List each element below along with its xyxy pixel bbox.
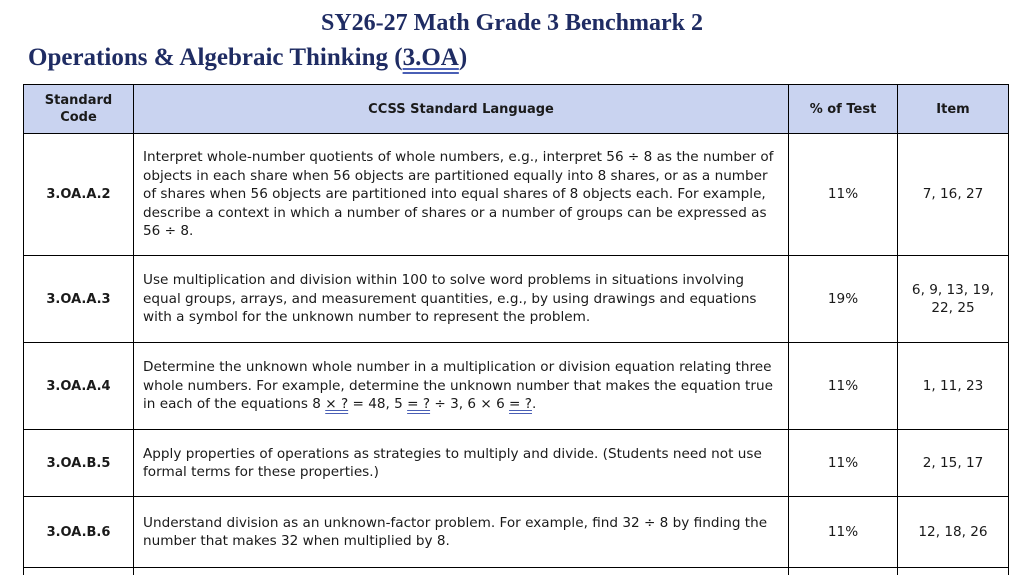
items-cell: 6, 9, 13, 19, 22, 25 (898, 256, 1009, 343)
empty-cell (898, 568, 1009, 575)
language-text: ÷ 3, 6 × 6 (430, 396, 510, 413)
empty-cell (24, 568, 134, 575)
section-heading (28, 43, 467, 73)
equation-blank: = ? (407, 396, 431, 413)
table-header-row (24, 85, 1009, 134)
table-row (24, 256, 1009, 343)
standard-language-cell: Understand division as an unknown-factor problem. For example, find 32 ÷ 8 by finding the number that makes 32 when multiplied by 8. (134, 497, 789, 568)
standard-code-cell: 3.OA.A.3 (24, 256, 134, 343)
standard-code-cell: 3.OA.B.6 (24, 497, 134, 568)
equation-blank: = ? (509, 396, 532, 413)
table-row (24, 430, 1009, 497)
standard-language-cell (134, 343, 789, 430)
header-standard-code: Standard Code (24, 85, 134, 134)
table-row (24, 343, 1009, 430)
language-text: = 48, 5 (348, 396, 408, 413)
percent-cell: 11% (789, 497, 898, 568)
section-code: 3.OA (402, 44, 459, 71)
standard-code-cell: 3.OA.A.2 (24, 134, 134, 256)
percent-cell: 11% (789, 343, 898, 430)
items-cell: 2, 15, 17 (898, 430, 1009, 497)
standard-language-cell: Apply properties of operations as strategies to multiply and divide. (Students need not use formal terms for these properties.) (134, 430, 789, 497)
table-row (24, 134, 1009, 256)
section-heading-prefix: Operations & Algebraic Thinking ( (28, 44, 403, 71)
items-cell: 12, 18, 26 (898, 497, 1009, 568)
language-text: . (531, 396, 537, 413)
items-cell: 7, 16, 27 (898, 134, 1009, 256)
table-row (24, 497, 1009, 568)
table-row-partial (24, 568, 1009, 575)
standard-language-cell: Interpret whole-number quotients of whole numbers, e.g., interpret 56 ÷ 8 as the number of objects in each share when 56 objects are partitioned equally into 8 shares, or as a number of shares when 56 objects are partitioned into equal shares of 8 objects each. For example, describe a context in which a number of shares or a number of groups can be expressed as 56 ÷ 8. (134, 134, 789, 256)
percent-cell: 11% (789, 134, 898, 256)
standard-code-cell: 3.OA.B.5 (24, 430, 134, 497)
percent-cell: 11% (789, 430, 898, 497)
language-text: Determine the unknown whole number in a multiplication or division equation relating three whole numbers. For example, determine the unknown number that makes the equation true in each of the equations 8 (143, 359, 773, 413)
empty-cell (134, 568, 789, 575)
percent-cell: 19% (789, 256, 898, 343)
document-title: SY26-27 Math Grade 3 Benchmark 2 (321, 10, 703, 36)
header-percent-of-test: % of Test (789, 85, 898, 134)
standard-code-cell: 3.OA.A.4 (24, 343, 134, 430)
benchmark-table (23, 84, 1009, 575)
empty-cell (789, 568, 898, 575)
equation-blank: × ? (325, 396, 349, 413)
section-heading-suffix: ) (458, 44, 468, 71)
standard-language-cell: Use multiplication and division within 100 to solve word problems in situations involving equal groups, arrays, and measurement quantities, e.g., by using drawings and equations with a symbol for the unknown number to represent the problem. (134, 256, 789, 343)
header-item: Item (898, 85, 1009, 134)
header-standard-language: CCSS Standard Language (134, 85, 789, 134)
items-cell: 1, 11, 23 (898, 343, 1009, 430)
